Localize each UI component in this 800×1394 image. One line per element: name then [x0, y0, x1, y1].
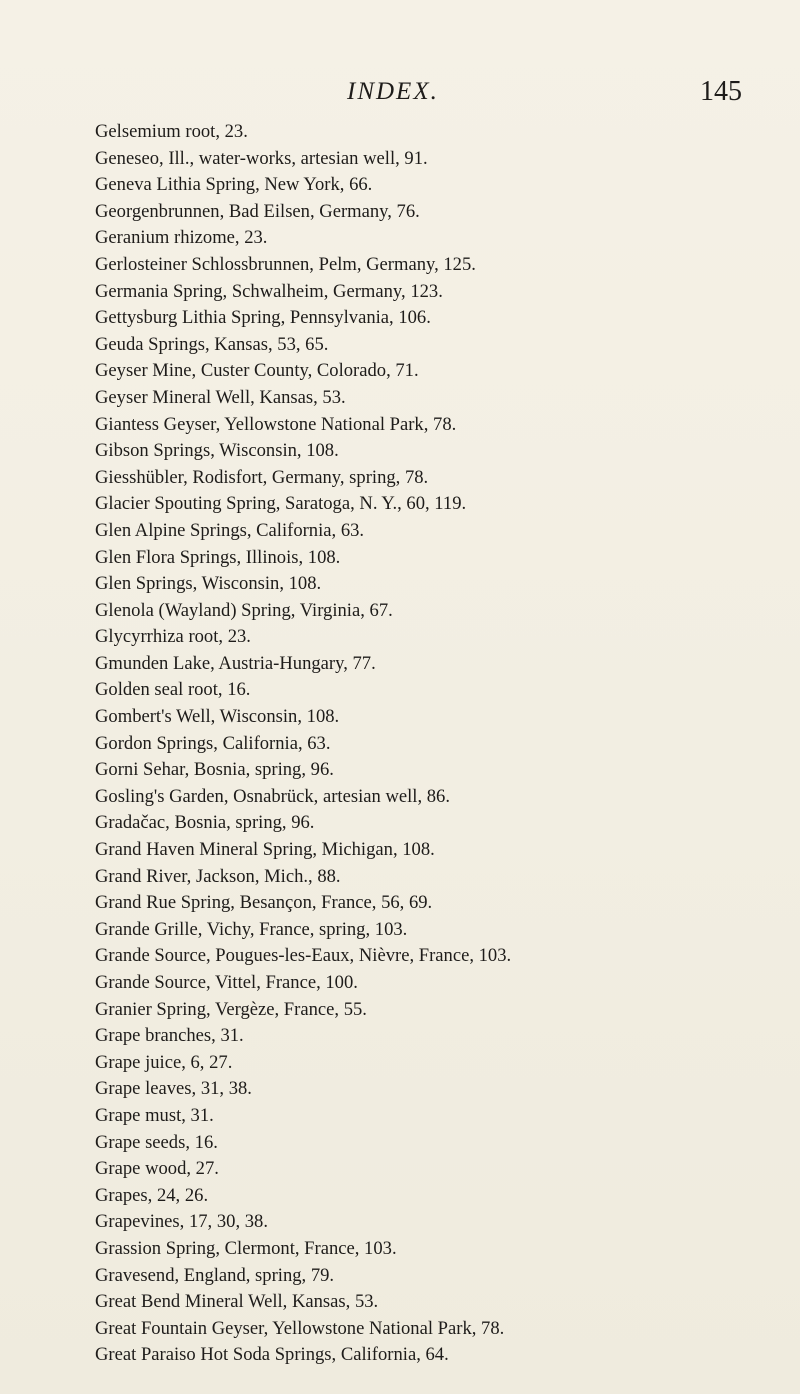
index-entry: Grande Grille, Vichy, France, spring, 103.: [95, 918, 408, 940]
index-entry: Grande Source, Vittel, France, 100.: [95, 972, 358, 993]
index-entry: Gosling's Garden, Osnabrück, artesian well, 86.: [95, 785, 450, 807]
index-entry: Grape must, 31.: [95, 1104, 214, 1126]
index-entry: Germania Spring, Schwalheim, Germany, 123.: [95, 280, 443, 302]
index-entry: Great Bend Mineral Well, Kansas, 53.: [95, 1291, 379, 1313]
index-entry: Gerlosteiner Schlossbrunnen, Pelm, Germany, 125.: [95, 253, 476, 275]
index-entry: Geneva Lithia Spring, New York, 66.: [95, 174, 373, 196]
index-entry: Gradačac, Bosnia, spring, 96.: [95, 812, 315, 834]
index-entry: Grape leaves, 31, 38.: [95, 1078, 252, 1100]
index-entry: Glen Springs, Wisconsin, 108.: [95, 573, 322, 595]
index-entries: [95, 119, 775, 1369]
index-entry: Gelsemium root, 23.: [95, 121, 248, 142]
index-entry: Glen Flora Springs, Illinois, 108.: [95, 546, 341, 568]
index-entry: Gordon Springs, California, 63.: [95, 732, 331, 754]
index-entry: Grapes, 24, 26.: [95, 1184, 209, 1206]
index-entry: Geyser Mineral Well, Kansas, 53.: [95, 386, 346, 408]
index-entry: Golden seal root, 16.: [95, 679, 251, 701]
running-head-title: INDEX.: [347, 78, 439, 105]
index-entry: Glacier Spouting Spring, Saratoga, N. Y., 60, 119.: [95, 493, 467, 515]
index-entry: Grassion Spring, Clermont, France, 103.: [95, 1237, 397, 1259]
index-entry: Glenola (Wayland) Spring, Virginia, 67.: [95, 599, 393, 621]
index-entry: Geuda Springs, Kansas, 53, 65.: [95, 333, 329, 355]
index-entry: Grape branches, 31.: [95, 1025, 244, 1047]
index-entry: Great Fountain Geyser, Yellowstone National Park, 78.: [95, 1317, 505, 1339]
index-entry: Gibson Springs, Wisconsin, 108.: [95, 440, 339, 462]
index-entry: Gombert's Well, Wisconsin, 108.: [95, 706, 340, 728]
index-entry: Grand Haven Mineral Spring, Michigan, 108.: [95, 839, 435, 861]
index-entry: Geranium rhizome, 23.: [95, 227, 268, 249]
index-entry: Great Paraiso Hot Soda Springs, California, 64.: [95, 1344, 449, 1366]
index-entry: Grape juice, 6, 27.: [95, 1051, 233, 1073]
index-entry: Giantess Geyser, Yellowstone National Park, 78.: [95, 413, 457, 435]
index-entry: Glycyrrhiza root, 23.: [95, 626, 251, 648]
index-entry: Grand River, Jackson, Mich., 88.: [95, 865, 341, 887]
index-entry: Geneseo, Ill., water-works, artesian well, 91.: [95, 147, 428, 169]
index-entry: Gravesend, England, spring, 79.: [95, 1264, 335, 1286]
index-entry: Grape seeds, 16.: [95, 1131, 218, 1153]
index-entry: Grand Rue Spring, Besançon, France, 56, 69.: [95, 892, 433, 914]
index-entry: Georgenbrunnen, Bad Eilsen, Germany, 76.: [95, 200, 420, 222]
page-number: 145: [700, 76, 742, 107]
index-entry: Grande Source, Pougues-les-Eaux, Nièvre, France, 103.: [95, 945, 512, 967]
index-entry: Gorni Sehar, Bosnia, spring, 96.: [95, 759, 334, 781]
index-entry: Grape wood, 27.: [95, 1158, 219, 1180]
index-entry: Giesshübler, Rodisfort, Germany, spring, 78.: [95, 466, 429, 488]
index-entry: Granier Spring, Vergèze, France, 55.: [95, 998, 367, 1020]
index-entry: Grapevines, 17, 30, 38.: [95, 1211, 268, 1233]
running-head: [0, 72, 800, 112]
index-entry: Gmunden Lake, Austria-Hungary, 77.: [95, 652, 376, 674]
index-entry: Geyser Mine, Custer County, Colorado, 71.: [95, 360, 419, 382]
index-entry: Gettysburg Lithia Spring, Pennsylvania, 106.: [95, 307, 431, 329]
index-entry: Glen Alpine Springs, California, 63.: [95, 519, 365, 541]
